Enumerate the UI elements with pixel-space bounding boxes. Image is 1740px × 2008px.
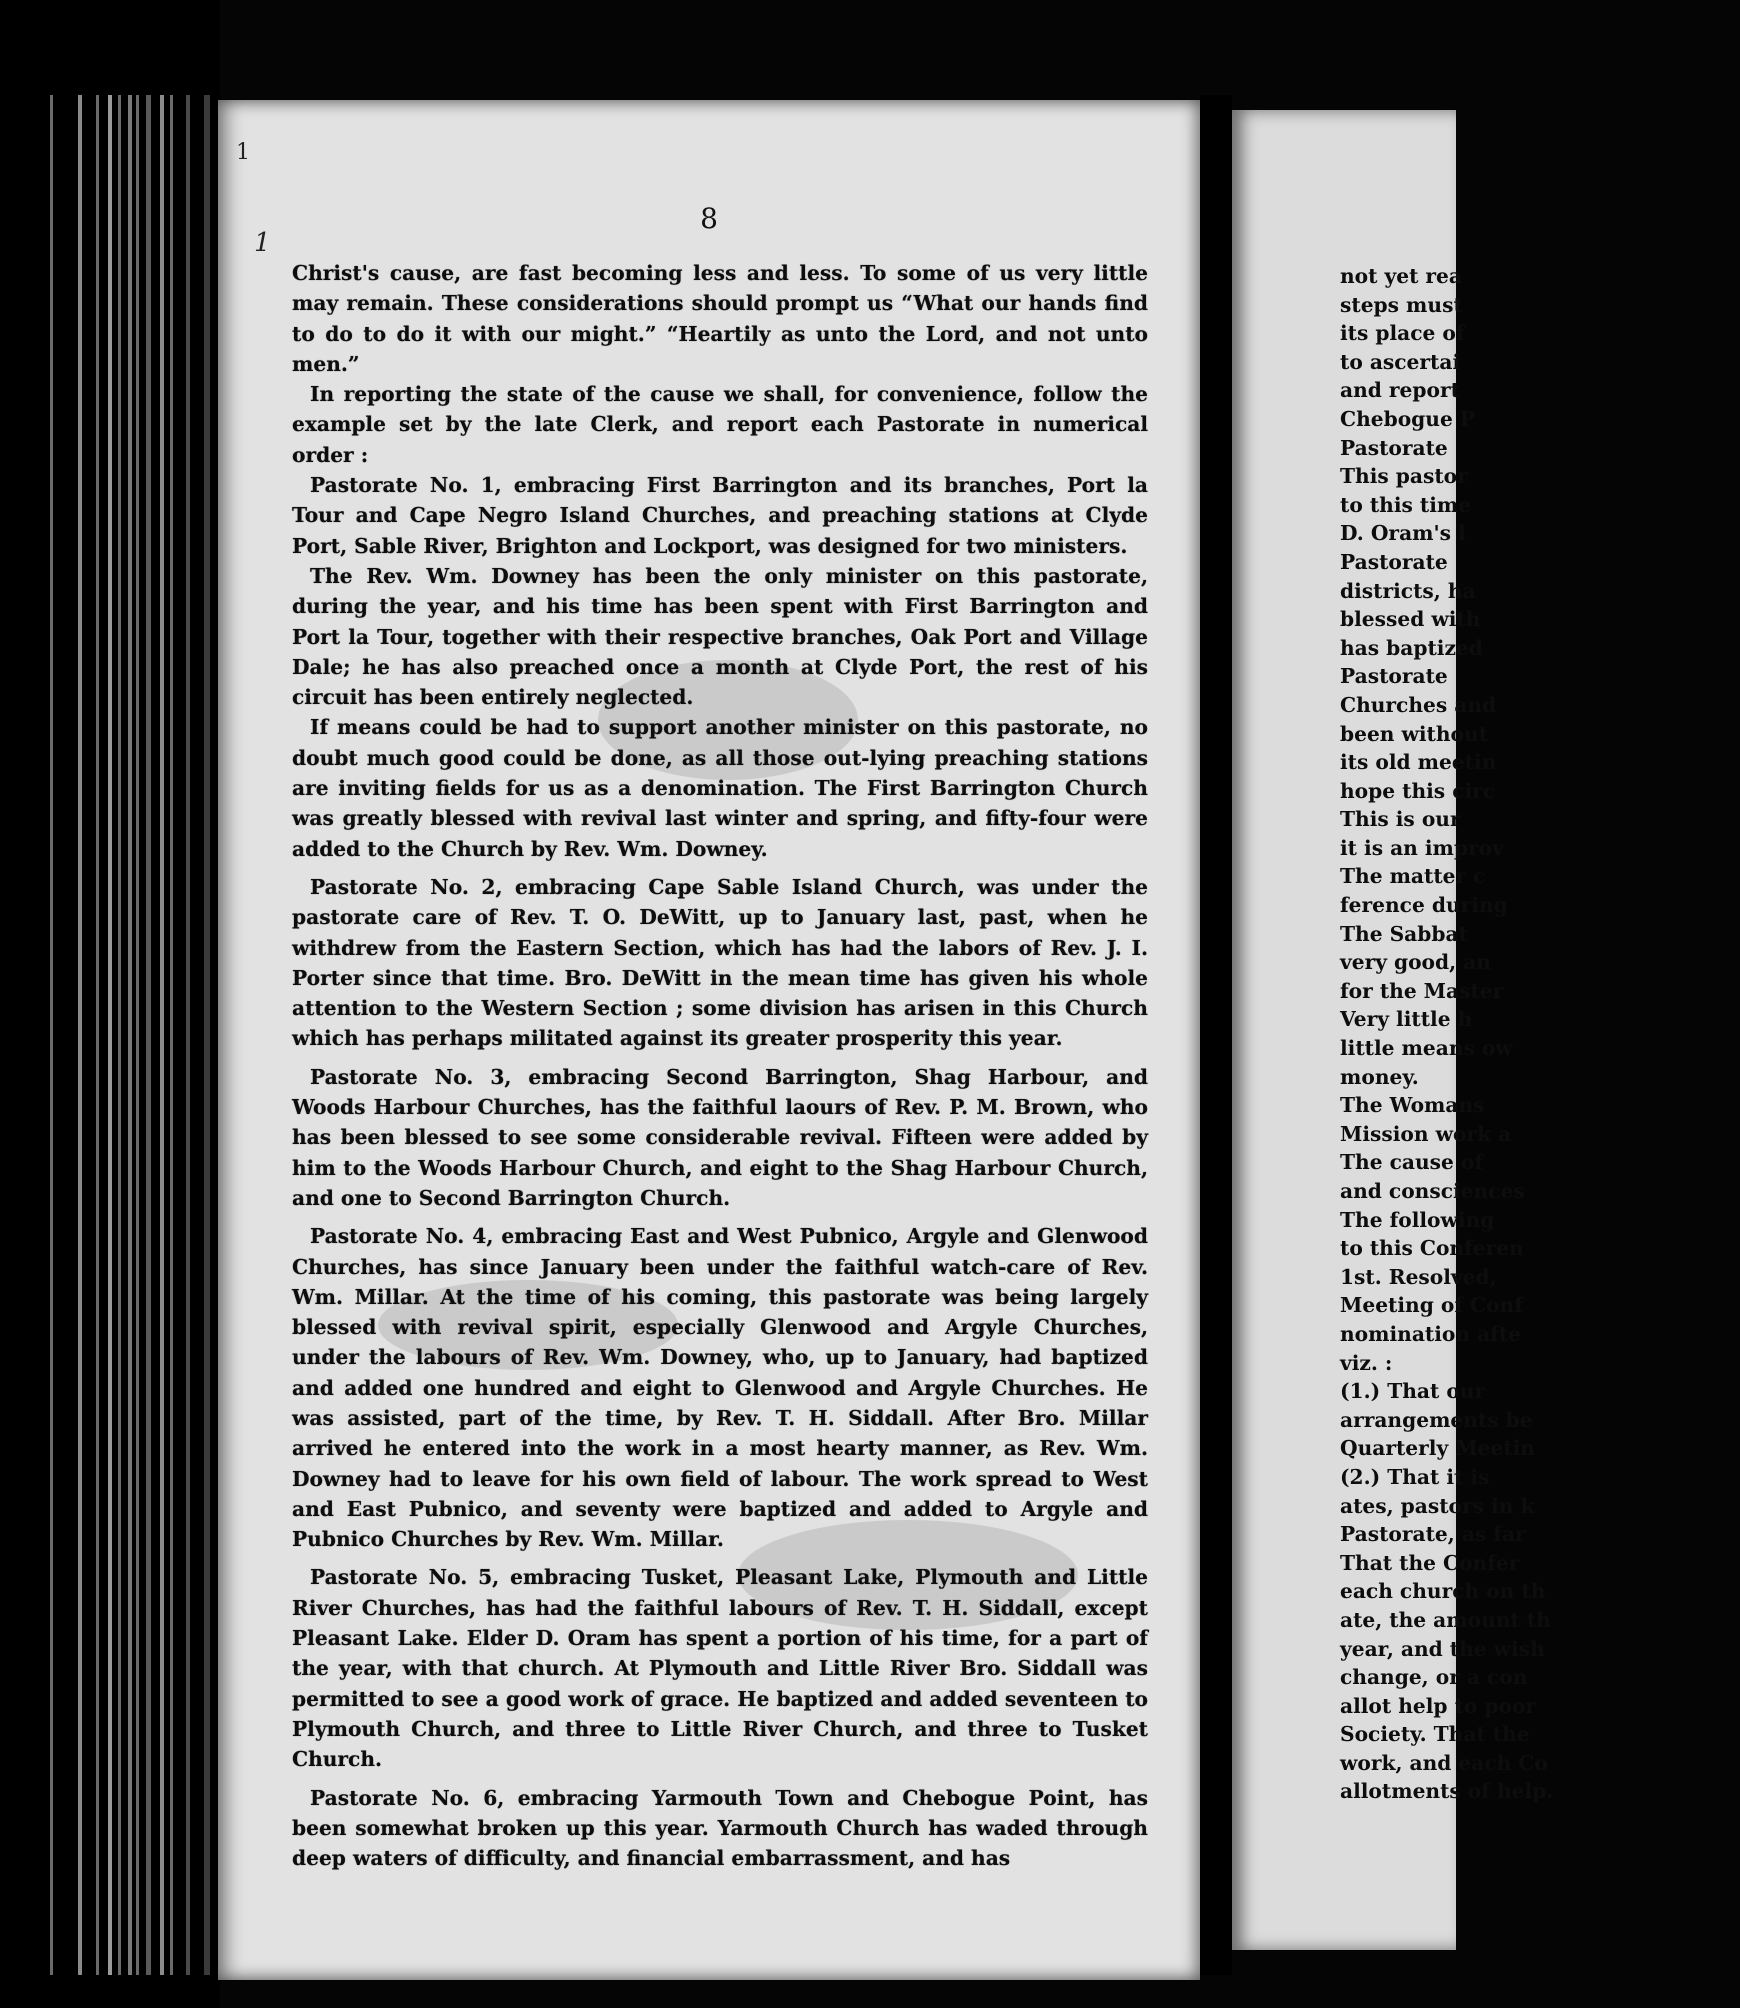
right-page-line: Pastorate bbox=[1340, 664, 1448, 689]
right-page-line: The Womans bbox=[1340, 1093, 1485, 1118]
right-page-line: each church on th bbox=[1340, 1579, 1546, 1604]
paragraph-pastorate-6: Pastorate No. 6, embracing Yarmouth Town and Chebogue Point, has been somewhat broken up this year. Yarmouth Church has waded through deep waters of difficulty, and financial embarrassment, and has bbox=[292, 1785, 1148, 1871]
right-page-line: Very little h bbox=[1340, 1007, 1473, 1032]
paragraph-reporting-state: In reporting the state of the cause we shall, for convenience, follow the example set by the late Clerk, and report each Pastorate in numerical order : bbox=[292, 382, 1148, 467]
right-page-line: and consciences bbox=[1340, 1179, 1525, 1203]
right-page-line: to this time bbox=[1340, 492, 1472, 517]
page-gutter bbox=[1200, 95, 1232, 1975]
right-page-line: This pastor bbox=[1340, 464, 1468, 489]
paragraph-pastorate-5: Pastorate No. 5, embracing Tusket, Pleasant Lake, Plymouth and Little River Churches, has had the faithful labours of Rev. T. H. Siddall, except Pleasant Lake. Elder D. Oram has spent a portion of his time, for a part of the year, with that church. At Plymouth and Little River Bro. Siddall was permitted to see a good work of grace. He baptized and added seventeen to Plymouth Church, and three to Little River Church, and three to Tusket Church. bbox=[292, 1565, 1148, 1772]
page-body-text bbox=[292, 258, 1148, 1873]
right-page-line: allot help to poor bbox=[1340, 1693, 1537, 1718]
paragraph-pastorate-1: Pastorate No. 1, embracing First Barrington and its branches, Port la Tour and Cape Negro Island Churches, and preaching stations at Clyde Port, Sable River, Brighton and Lockport, was designed for two ministers. bbox=[292, 473, 1148, 558]
right-page-line: Mission work a bbox=[1340, 1121, 1512, 1146]
right-page-line: steps must bbox=[1340, 292, 1463, 317]
paragraph-another-minister: If means could be had to support another minister on this pastorate, no doubt much good could be done, as all those out-lying preaching stations are inviting fields for us as a denomination. The First Barrington Church was greatly blessed with revival last winter and spring, and fifty-four were added to the Church by Rev. Wm. Downey. bbox=[292, 715, 1148, 861]
right-page-line: Churches and bbox=[1340, 692, 1497, 717]
page-number: 8 bbox=[700, 202, 718, 235]
handwritten-margin-mark: 1 bbox=[254, 228, 271, 258]
right-page-line: its old meetin bbox=[1340, 750, 1497, 775]
right-page-line: work, and each Co bbox=[1340, 1750, 1548, 1775]
right-page-line: to this Conferen bbox=[1340, 1236, 1524, 1261]
right-page-line: ate, the amount th bbox=[1340, 1607, 1551, 1632]
paragraph-pastorate-2: Pastorate No. 2, embracing Cape Sable Island Church, was under the pastorate care of Rev. T. O. DeWitt, up to January last, past, when he withdrew from the Eastern Section, which has had the labors of Rev. J. I. Porter since that time. Bro. DeWitt in the mean time has given his whole attention to the Western Section ; some division has arisen in this Church which has perhaps militated against its greater prosperity this year. bbox=[292, 874, 1148, 1051]
right-page-line: viz. : bbox=[1340, 1350, 1393, 1375]
right-page-line: and report bbox=[1340, 378, 1460, 403]
right-page-line: nomination afte bbox=[1340, 1321, 1522, 1346]
book-spine bbox=[0, 0, 220, 2008]
right-page-line: ference during bbox=[1340, 893, 1508, 918]
right-page-line: The cause of bbox=[1340, 1150, 1484, 1175]
right-page-line: (2.) That it is bbox=[1340, 1464, 1490, 1489]
right-page-line: Meeting of Conf bbox=[1340, 1293, 1523, 1318]
right-page-line: very good, an bbox=[1340, 950, 1491, 975]
right-page-line: (1.) That our bbox=[1340, 1379, 1486, 1404]
right-page-line: Quarterly Meetin bbox=[1340, 1436, 1535, 1461]
right-page-line: That the Confer bbox=[1340, 1550, 1520, 1575]
right-page-line: ates, pastors in k bbox=[1340, 1493, 1535, 1518]
right-page-text bbox=[1340, 262, 1740, 1806]
right-page-line: money. bbox=[1340, 1064, 1419, 1089]
right-page-line: The Sabbat bbox=[1340, 921, 1468, 946]
right-page-line: been without bbox=[1340, 721, 1489, 746]
right-page-line: This is our bbox=[1340, 807, 1461, 832]
right-page-line: districts, ha bbox=[1340, 578, 1476, 603]
right-page-line: blessed with bbox=[1340, 607, 1481, 632]
right-page-line: Pastorate bbox=[1340, 435, 1448, 460]
right-page-line: not yet rea bbox=[1340, 264, 1462, 288]
right-page-line: The matter c bbox=[1340, 864, 1486, 889]
right-page-line: Society. That the bbox=[1340, 1722, 1530, 1747]
right-page-line: Pastorate bbox=[1340, 549, 1448, 574]
right-page-line: Pastorate, as far bbox=[1340, 1522, 1526, 1547]
right-page-line: little means ow bbox=[1340, 1036, 1513, 1061]
right-page-line: to ascertai bbox=[1340, 349, 1461, 374]
right-page-line: change, or a con bbox=[1340, 1665, 1528, 1690]
right-page-line: year, and the wish bbox=[1340, 1636, 1545, 1661]
right-page-cropped bbox=[1232, 110, 1554, 1950]
right-page-line: allotments of help. bbox=[1340, 1779, 1554, 1804]
right-page-line: Chebogue P bbox=[1340, 406, 1476, 431]
paragraph-pastorate-3: Pastorate No. 3, embracing Second Barrington, Shag Harbour, and Woods Harbour Churches, has the faithful laours of Rev. P. M. Brown, who has been blessed to see some considerable revival. Fifteen were added by him to the Woods Harbour Church, and eight to the Shag Harbour Church, and one to Second Barrington Church. bbox=[292, 1064, 1148, 1210]
paragraph-pastorate-4: Pastorate No. 4, embracing East and West Pubnico, Argyle and Glenwood Churches, has since January been under the faithful watch-care of Rev. Wm. Millar. At the time of his coming, this pastorate was being largely blessed with revival spirit, especially Glenwood and Argyle Churches, under the labours of Rev. Wm. Downey, who, up to January, had baptized and added one hundred and eight to Glenwood and Argyle Churches. He was assisted, part of the time, by Rev. T. H. Siddall. After Bro. Millar arrived he entered into the work in a most hearty manner, as Rev. Wm. Downey had to leave for his own field of labour. The work spread to West and East Pubnico, and seventy were baptized and added to Argyle and Pubnico Churches by Rev. Wm. Millar. bbox=[292, 1224, 1148, 1552]
right-page-line: 1st. Resolved, bbox=[1340, 1264, 1497, 1289]
right-page-line: The following bbox=[1340, 1207, 1495, 1232]
right-page-line: D. Oram's l bbox=[1340, 521, 1466, 546]
right-page-line: has baptized bbox=[1340, 635, 1483, 660]
paragraph-christs-cause: Christ's cause, are fast becoming less and less. To some of us very little may remain. These considerations should prompt us “What our hands find to do to do it with our might.” “Heartily as unto the Lord, and not unto men.” bbox=[292, 261, 1148, 376]
left-page bbox=[218, 100, 1200, 1980]
corner-tick-mark: 1 bbox=[236, 140, 250, 165]
right-page-line: arrangements be bbox=[1340, 1407, 1533, 1432]
right-page-line: its place of bbox=[1340, 321, 1465, 346]
paragraph-downey-minister: The Rev. Wm. Downey has been the only minister on this pastorate, during the year, and his time has been spent with First Barrington and Port la Tour, together with their respective branches, Oak Port and Village Dale; he has also preached once a month at Clyde Port, the rest of his circuit has been entirely neglected. bbox=[292, 563, 1148, 710]
right-page-line: hope this circ bbox=[1340, 778, 1496, 803]
right-page-line: for the Master bbox=[1340, 978, 1504, 1003]
right-page-line: it is an improv bbox=[1340, 835, 1504, 860]
